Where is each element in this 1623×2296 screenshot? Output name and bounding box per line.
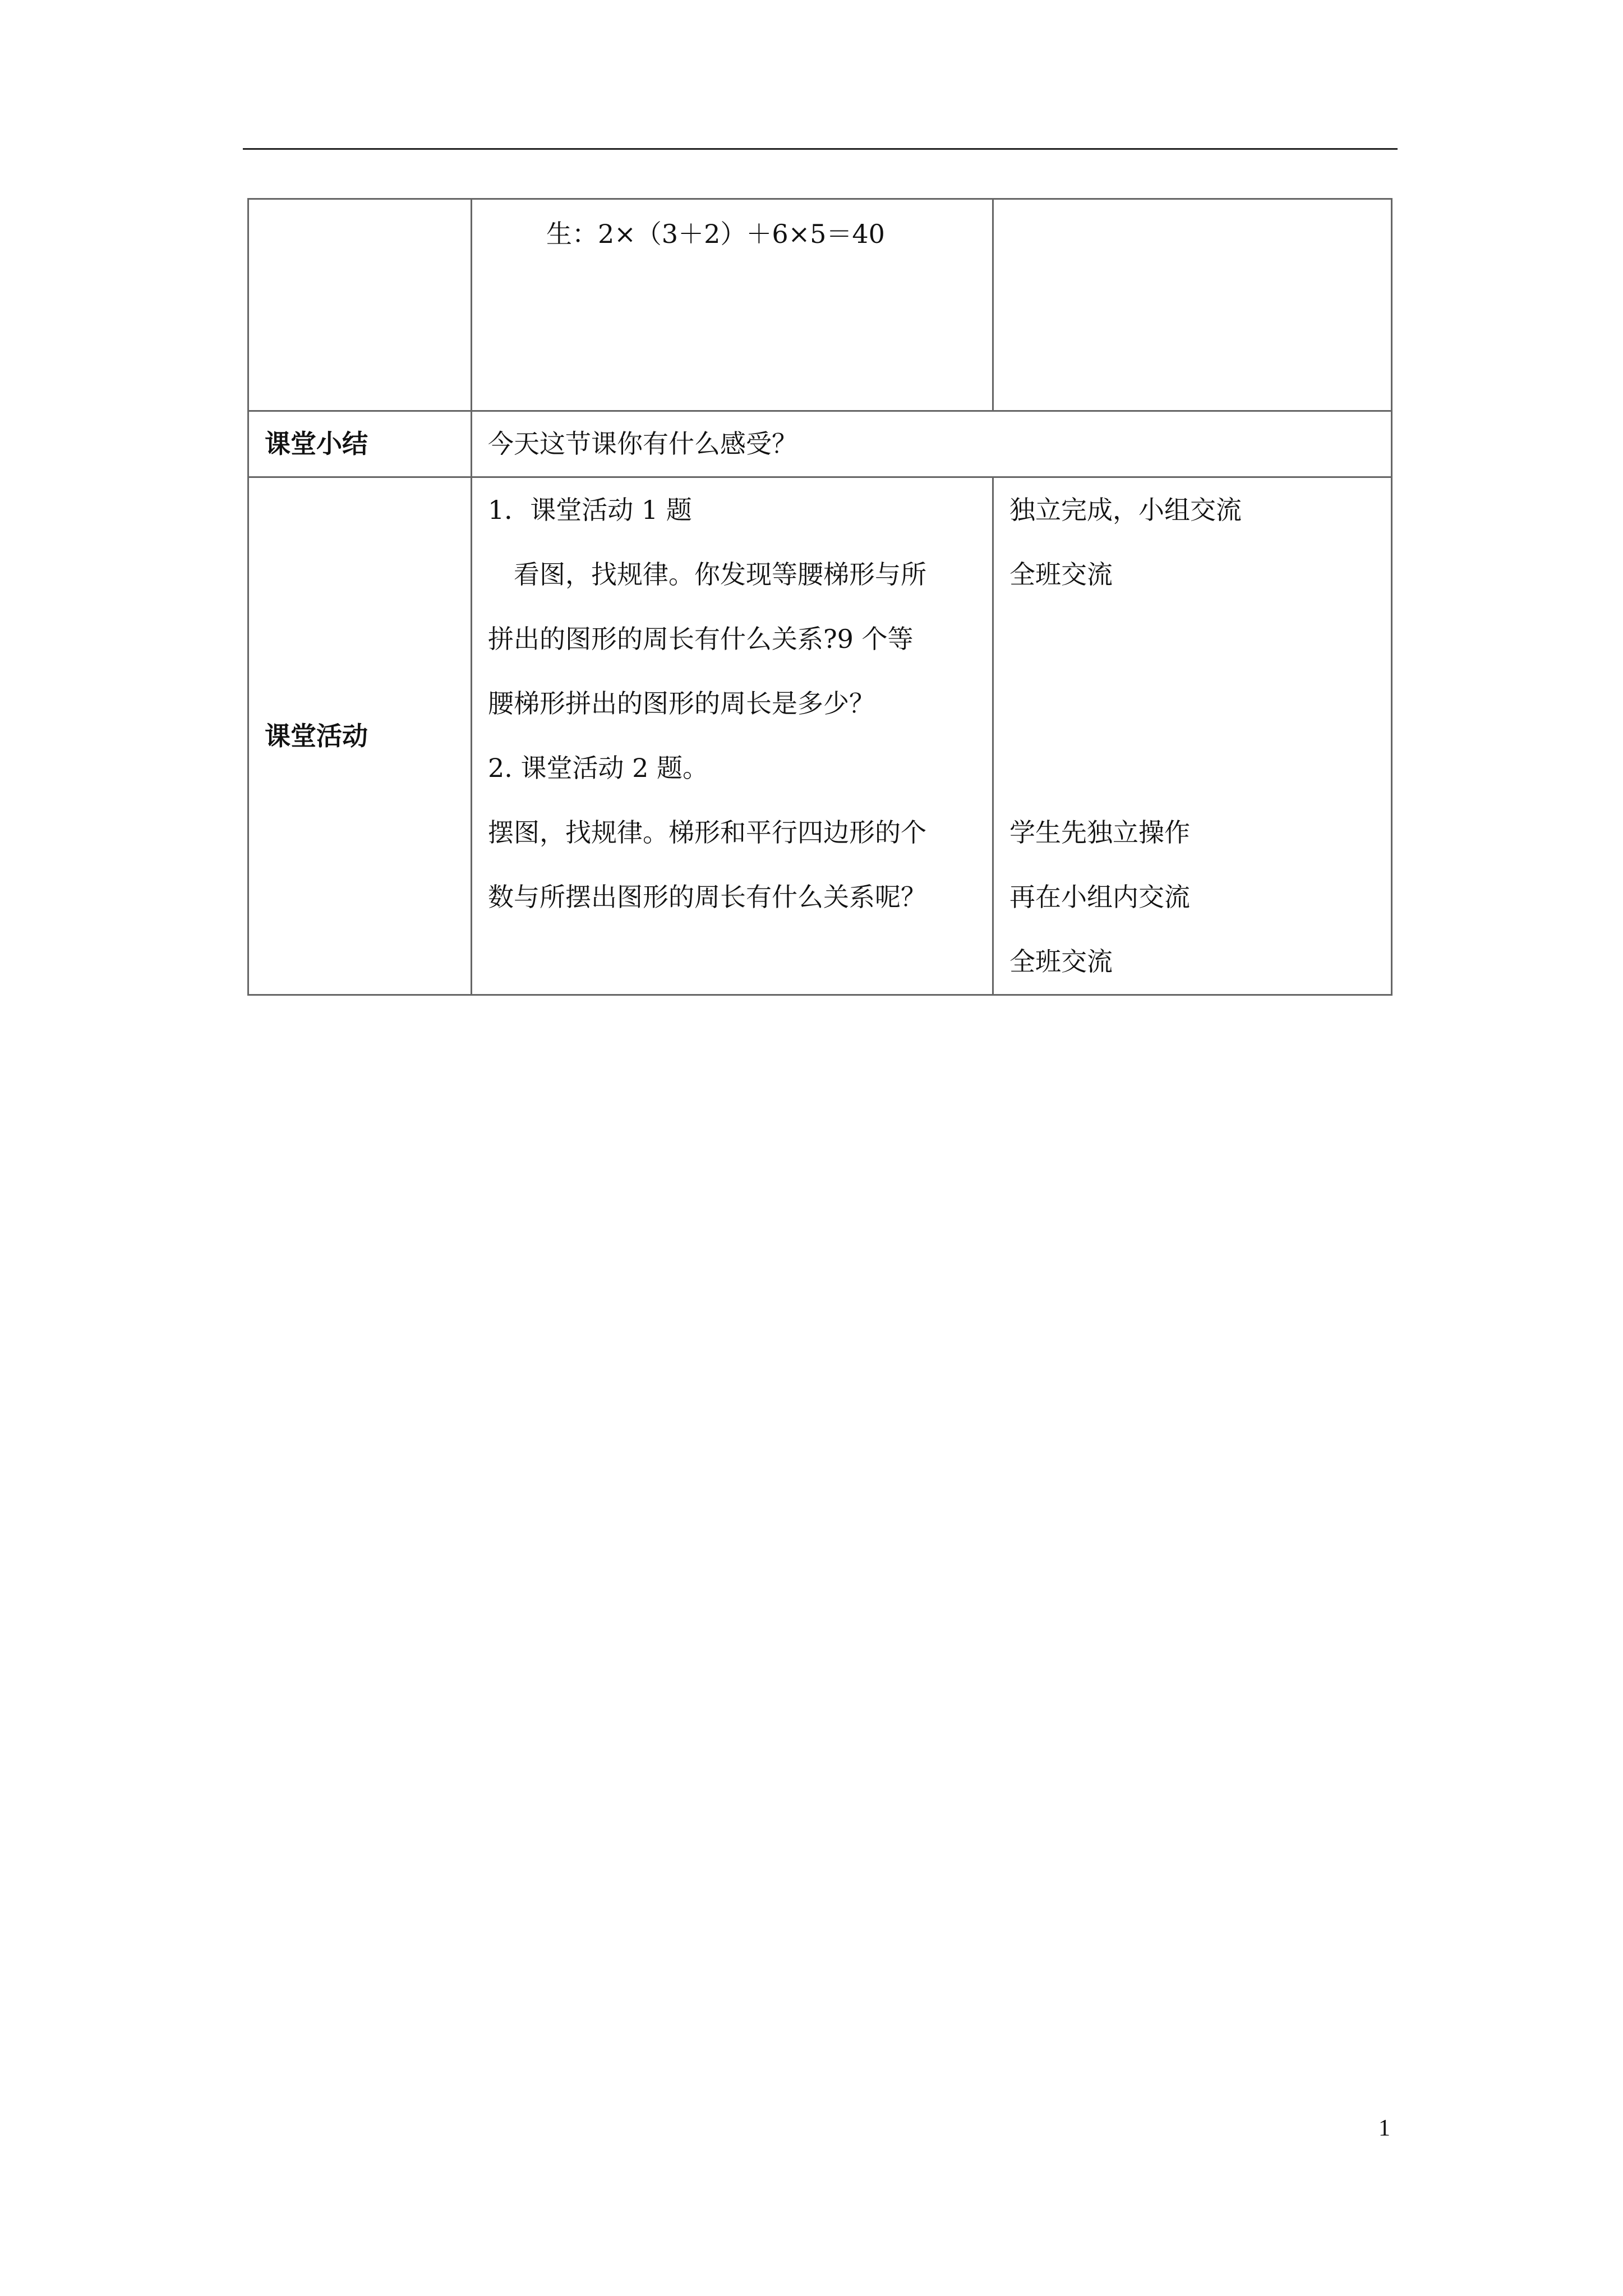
note-cell-empty (993, 199, 1392, 411)
activity-line-4: 腰梯形拼出的图形的周长是多少？ (488, 688, 875, 719)
row-label-activity: 课堂活动 (248, 477, 472, 995)
summary-question: 今天这节课你有什么感受？ (472, 411, 1392, 477)
activity-line-1: 1．课堂活动 1 题 (488, 495, 692, 525)
page-number: 1 (1378, 2115, 1390, 2141)
table-row-summary (248, 411, 1392, 477)
note-spacer (1009, 736, 1375, 800)
student-answer: 生：2×（3＋2）＋6×5＝40 (472, 199, 993, 411)
note-line-5: 全班交流 (1009, 946, 1113, 977)
header-rule (243, 148, 1398, 150)
row-label-empty (248, 199, 472, 411)
activity-note-cell (993, 477, 1392, 995)
note-line-2: 全班交流 (1009, 559, 1113, 590)
activity-line-7: 数与所摆出图形的周长有什么关系呢？ (488, 882, 926, 912)
note-line-3: 学生先独立操作 (1009, 817, 1190, 848)
activity-line-6: 摆图，找规律。梯形和平行四边形的个 (488, 817, 926, 848)
activity-line-2: 看图，找规律。你发现等腰梯形与所 (514, 559, 926, 590)
activity-process-cell (472, 477, 993, 995)
note-line-4: 再在小组内交流 (1009, 882, 1190, 912)
table-row-continued (248, 199, 1392, 411)
table-row-activity (248, 477, 1392, 995)
lesson-plan-table (247, 198, 1393, 996)
note-line-1: 独立完成，小组交流 (1009, 495, 1242, 525)
activity-line-3: 拼出的图形的周长有什么关系?9 个等 (488, 624, 914, 654)
note-spacer (1009, 607, 1375, 671)
note-spacer (1009, 671, 1375, 736)
activity-line-5: 2. 课堂活动 2 题。 (488, 753, 709, 783)
row-label-summary: 课堂小结 (248, 411, 472, 477)
